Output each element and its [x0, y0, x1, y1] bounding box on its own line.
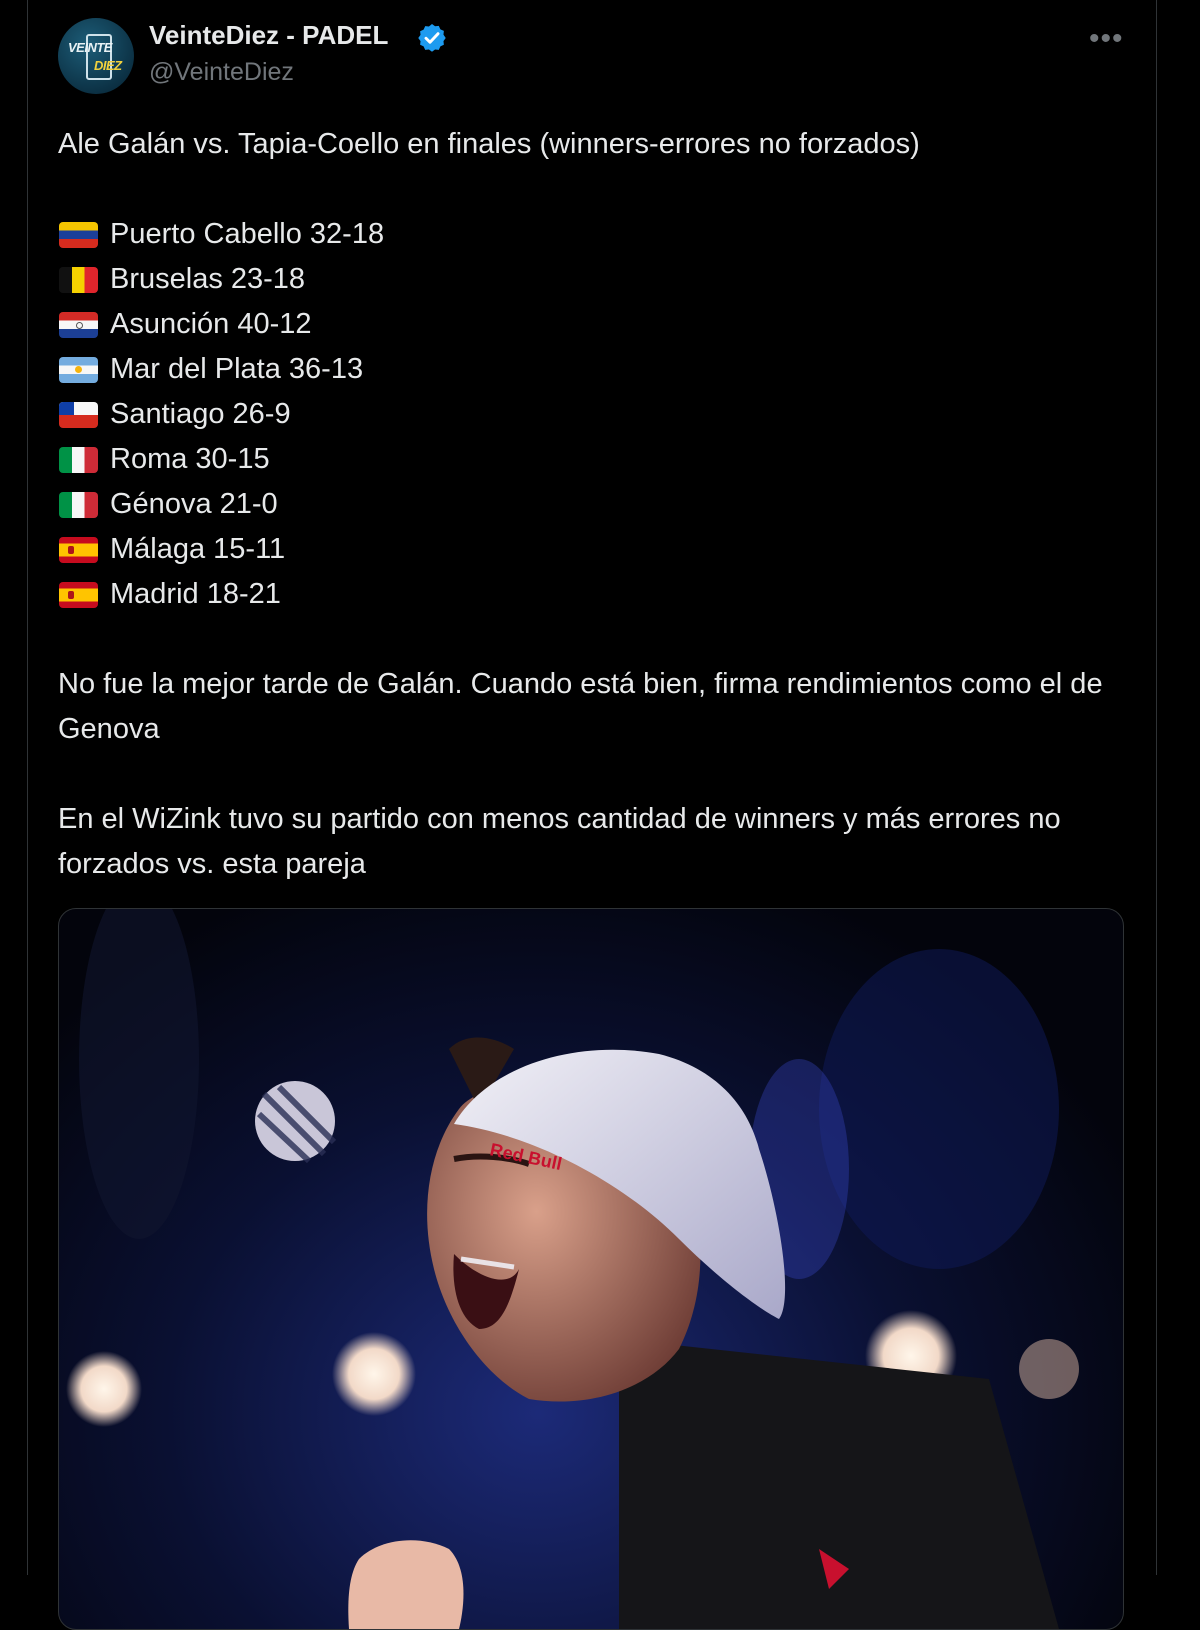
avatar[interactable] [58, 18, 134, 94]
paraguay-flag-icon [59, 312, 98, 338]
tweet-intro: Ale Galán vs. Tapia-Coello en finales (winners-errores no forzados) [58, 128, 920, 160]
result-text: Málaga 15-11 [110, 533, 286, 565]
result-text: Bruselas 23-18 [110, 263, 306, 295]
result-line [58, 437, 1128, 482]
player-shirt [619, 1339, 1059, 1629]
player-fist [348, 1540, 463, 1629]
argentina-flag-icon [59, 357, 98, 383]
result-line [58, 257, 1128, 302]
avatar-logo-text-bottom: DIEZ [94, 58, 122, 73]
tweet-paragraph-1: No fue la mejor tarde de Galán. Cuando está bien, firma rendimientos como el de Genova [58, 668, 1103, 745]
result-text: Madrid 18-21 [110, 578, 281, 610]
result-text: Asunción 40-12 [110, 308, 312, 340]
spain-flag-icon [59, 537, 98, 563]
belgium-flag-icon [59, 267, 98, 293]
author-name[interactable]: VeinteDiez - PADEL [149, 20, 389, 50]
result-line [58, 212, 1128, 257]
author-handle[interactable]: @VeinteDiez [149, 58, 294, 86]
tweet-text [58, 122, 1128, 887]
stadium-light [332, 1332, 416, 1416]
tweet-paragraph-2: En el WiZink tuvo su partido con menos cantidad de winners y más errores no forzados vs. esta pareja [58, 803, 1061, 880]
chile-flag-icon [59, 402, 98, 428]
result-line [58, 572, 1128, 617]
verified-badge-icon [416, 22, 448, 54]
more-horizontal-icon[interactable]: ••• [1089, 22, 1124, 55]
result-text: Génova 21-0 [110, 488, 278, 520]
result-text: Mar del Plata 36-13 [110, 353, 364, 385]
result-line [58, 302, 1128, 347]
result-line [58, 482, 1128, 527]
italy-flag-icon [59, 447, 98, 473]
spain-flag-icon [59, 582, 98, 608]
result-line [58, 347, 1128, 392]
italy-flag-icon [59, 492, 98, 518]
result-text: Puerto Cabello 32-18 [110, 218, 385, 250]
cap-logo-text: Red Bull [488, 1139, 564, 1175]
venezuela-flag-icon [59, 222, 98, 248]
tweet-photo[interactable] [58, 908, 1124, 1630]
result-line [58, 527, 1128, 572]
stadium-light [66, 1351, 142, 1427]
result-line [58, 392, 1128, 437]
avatar-logo-text-top: VEINTE [68, 40, 112, 55]
result-text: Santiago 26-9 [110, 398, 291, 430]
result-text: Roma 30-15 [110, 443, 270, 475]
player-photo [59, 909, 1123, 1629]
